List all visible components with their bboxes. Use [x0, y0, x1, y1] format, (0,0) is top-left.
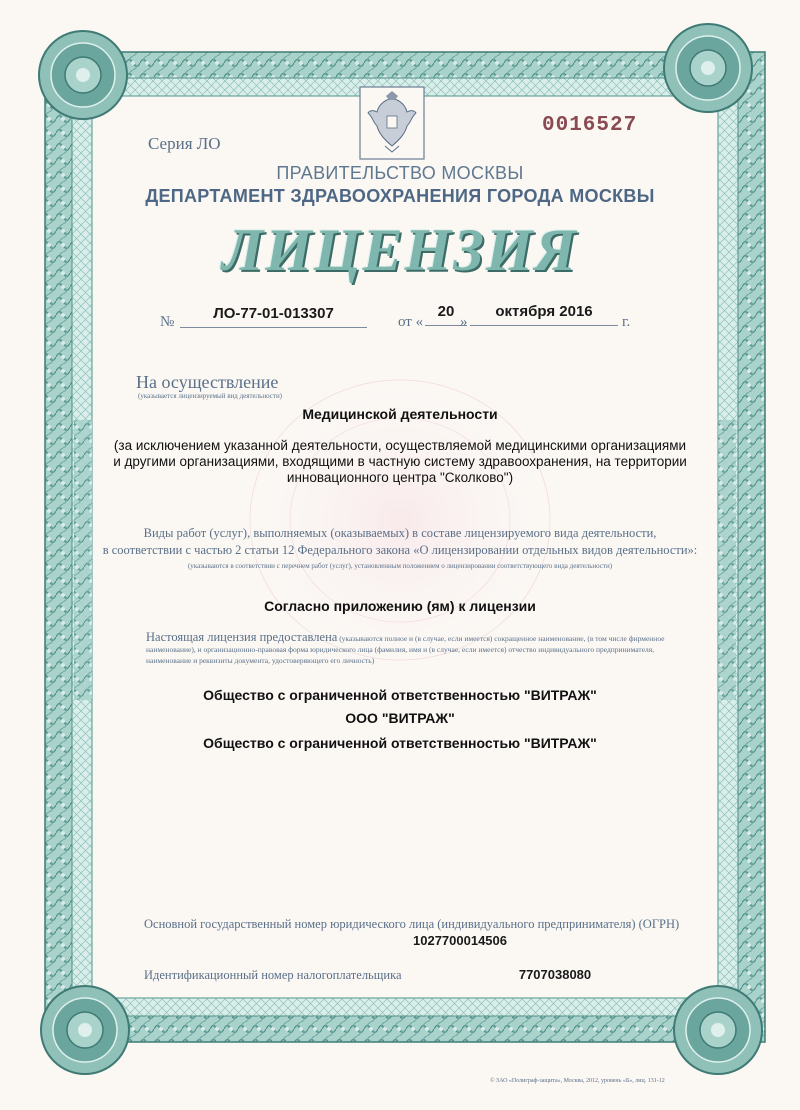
grantee-brand-name: Общество с ограниченной ответственностью "ВИТРАЖ"	[203, 735, 597, 751]
license-number: ЛО-77-01-013307	[213, 305, 334, 322]
corner-rosette-icon	[39, 31, 127, 119]
grantee-short-name: ООО "ВИТРАЖ"	[345, 710, 455, 726]
activity-heading-note: (указывается лицензируемый вид деятельности)	[138, 392, 283, 400]
license-month-year: октября 2016	[495, 303, 593, 320]
month-underline	[470, 325, 618, 326]
form-serial-number: 0016527	[542, 114, 638, 137]
grantee-lead-block	[146, 632, 671, 666]
number-sign: №	[160, 314, 175, 330]
series-label: Серия ЛО	[148, 134, 221, 153]
coat-of-arms-icon	[359, 86, 425, 160]
ogrn-value: 1027700014506	[413, 933, 507, 948]
grantee-note-1: (указываются полное и (в случае, если имеется) сокращенное наименование, (в том числе фирменное	[339, 634, 665, 643]
works-note: (указываются в соответствии с перечнем работ (услуг), установленным положением о лицензировании соответствующего вида деятельности)	[187, 562, 613, 570]
works-text-line1: Виды работ (услуг), выполняемых (оказываемых) в составе лицензируемого вида деятельности,	[143, 526, 657, 540]
activity-heading: На осуществление	[136, 372, 279, 392]
year-suffix: г.	[622, 314, 631, 330]
number-underline	[180, 327, 367, 328]
inn-value: 7707038080	[518, 967, 592, 982]
ogrn-label: Основной государственный номер юридического лица (индивидуального предпринимателя) (ОГРН)	[144, 917, 680, 931]
license-day: 20	[437, 303, 455, 320]
printer-copyright: © ЗАО «Полиграф-защита», Москва, 2012, уровень «Б», лиц. 131-12	[490, 1078, 665, 1084]
activity-exception: (за исключением указанной деятельности, осуществляемой медицинскими организациями и другими организациями, входящими в частную систему здравоохранения, на территории инновационного центра "Сколково")	[113, 438, 687, 485]
date-from-label: от «	[398, 314, 424, 330]
inn-label: Идентификационный номер налогоплательщика	[144, 968, 402, 982]
document-title: ЛИЦЕНЗИЯ	[222, 217, 578, 283]
activity-type: Медицинской деятельности	[302, 406, 498, 422]
date-close-quote: »	[460, 314, 468, 330]
issuer-department: ДЕПАРТАМЕНТ ЗДРАВООХРАНЕНИЯ ГОРОДА МОСКВЫ	[145, 186, 655, 206]
grantee-full-name: Общество с ограниченной ответственностью "ВИТРАЖ"	[203, 687, 597, 703]
works-value: Согласно приложению (ям) к лицензии	[264, 598, 536, 614]
grantee-note-2: наименование), и организационно-правовая форма юридического лица (фамилия, имя и (в случае, если имеется) отчество индивидуального предпринимателя,	[146, 645, 655, 654]
works-text-line2: в соответствии с частью 2 статьи 12 Федерального закона «О лицензировании отдельных видов деятельности»:	[102, 543, 698, 557]
issuer-government: ПРАВИТЕЛЬСТВО МОСКВЫ	[276, 163, 524, 183]
grantee-lead: Настоящая лицензия предоставлена	[146, 630, 338, 644]
grantee-note-3: наименование и реквизиты документа, удостоверяющего его личность)	[146, 656, 375, 665]
